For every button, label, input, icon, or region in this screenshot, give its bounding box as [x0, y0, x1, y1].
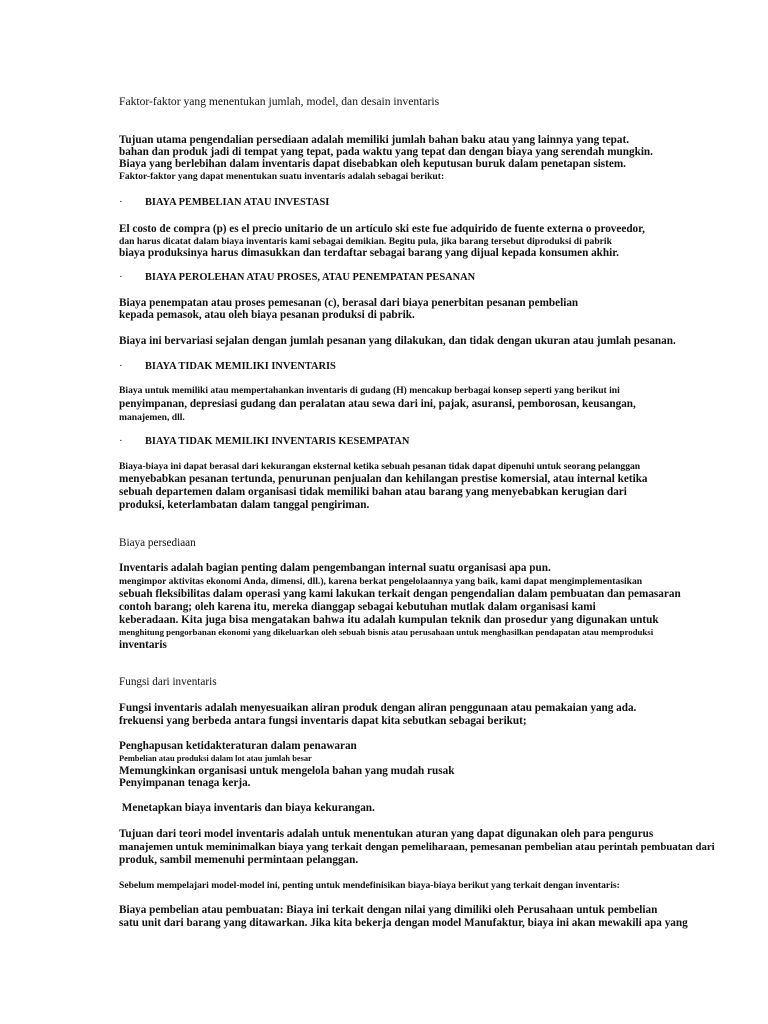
- paragraph-line: kepada pemasok, atau oleh biaya pesanan produksi di pabrik.: [119, 309, 415, 321]
- section-heading: Fungsi dari inventaris: [119, 676, 217, 688]
- paragraph-line: satu unit dari barang yang ditawarkan. Jika kita bekerja dengan model Manufaktur, biaya ini akan mewakili apa yang: [119, 917, 688, 929]
- paragraph-line: Menetapkan biaya inventaris dan biaya kekurangan.: [119, 802, 375, 814]
- section-heading: BIAYA TIDAK MEMILIKI INVENTARIS: [145, 361, 336, 372]
- bullet-marker: ·: [119, 360, 123, 372]
- list-item: Memungkinkan organisasi untuk mengelola bahan yang mudah rusak: [119, 765, 455, 777]
- paragraph-line: menyebabkan pesanan tertunda, penurunan penjualan dan kehilangan prestise komersial, atau internal ketika: [119, 473, 648, 485]
- paragraph-line: penyimpanan, depresiasi gudang dan peralatan atau sewa dari ini, pajak, asuransi, pemborosan, keusangan,: [119, 398, 636, 410]
- paragraph-line: Tujuan dari teori model inventaris adalah untuk menentukan aturan yang dapat digunakan oleh para pengurus: [119, 828, 654, 840]
- intro-line: Tujuan utama pengendalian persediaan adalah memiliki jumlah bahan baku atau yang lainnya yang tepat.: [119, 134, 629, 146]
- paragraph-line: dan harus dicatat dalam biaya inventaris kami sebagai demikian. Begitu pula, jika barang tersebut diproduksi di pabrik: [119, 236, 612, 247]
- paragraph-line: keberadaan. Kita juga bisa mengatakan bahwa itu adalah kumpulan teknik dan prosedur yang digunakan untuk: [119, 614, 659, 626]
- paragraph-line: sebuah fleksibilitas dalam operasi yang kami lakukan terkait dengan pengendalian dalam pembuatan dan pemasaran: [119, 588, 681, 600]
- bullet-marker: ·: [119, 435, 123, 447]
- intro-line: Biaya yang berlebihan dalam inventaris dapat disebabkan oleh keputusan buruk dalam penetapan sistem.: [119, 158, 626, 170]
- intro-line: Faktor-faktor yang dapat menentukan suatu inventaris adalah sebagai berikut:: [119, 171, 445, 182]
- paragraph-line: manajemen untuk meminimalkan biaya yang terkait dengan pemeliharaan, pemesanan pembelian atau perintah pembuatan dari: [119, 841, 715, 853]
- intro-line: bahan dan produk jadi di tempat yang tepat, pada waktu yang tepat dan dengan biaya yang serendah mungkin.: [119, 146, 653, 158]
- paragraph-line: Biaya pembelian atau pembuatan: Biaya ini terkait dengan nilai yang dimiliki oleh Perusahaan untuk pembelian: [119, 904, 658, 916]
- paragraph-line: inventaris: [119, 639, 167, 651]
- paragraph-line: Biaya penempatan atau proses pemesanan (c), berasal dari biaya penerbitan pesanan pembelian: [119, 297, 579, 309]
- paragraph-line: mengimpor aktivitas ekonomi Anda, dimensi, dll.), karena berkat pengelolaannya yang baik, kami dapat mengimplementasikan: [119, 576, 643, 587]
- bullet-marker: ·: [119, 196, 123, 208]
- paragraph-line: Biaya untuk memiliki atau mempertahankan inventaris di gudang (H) mencakup berbagai konsep seperti yang berikut ini: [119, 385, 620, 396]
- bullet-marker: ·: [119, 271, 123, 283]
- document-title: Faktor-faktor yang menentukan jumlah, model, dan desain inventaris: [119, 95, 440, 108]
- list-item: Penghapusan ketidakteraturan dalam penawaran: [119, 740, 357, 752]
- paragraph-line: produk, sambil memenuhi permintaan pelanggan.: [119, 854, 359, 866]
- paragraph-line: menghitung pengorbanan ekonomi yang dikeluarkan oleh sebuah bisnis atau perusahaan untuk menghasilkan pendapatan atau memproduksi: [119, 627, 654, 637]
- paragraph-line: manajemen, dll.: [119, 412, 185, 423]
- paragraph-line: Sebelum mempelajari model-model ini, penting untuk mendefinisikan biaya-biaya berikut yang terkait dengan inventaris:: [119, 880, 620, 891]
- list-item: Pembelian atau produksi dalam lot atau jumlah besar: [119, 754, 312, 763]
- section-heading: Biaya persediaan: [119, 537, 196, 549]
- paragraph-line: El costo de compra (p) es el precio unitario de un artículo ski este fue adquirido de fuente externa o proveedor,: [119, 223, 645, 235]
- section-heading: BIAYA PEMBELIAN ATAU INVESTASI: [145, 197, 330, 208]
- section-heading: BIAYA TIDAK MEMILIKI INVENTARIS KESEMPATAN: [145, 436, 410, 447]
- paragraph-line: Biaya ini bervariasi sejalan dengan jumlah pesanan yang dilakukan, dan tidak dengan ukuran atau jumlah pesanan.: [119, 335, 676, 347]
- paragraph-line: Inventaris adalah bagian penting dalam pengembangan internal suatu organisasi apa pun.: [119, 562, 551, 574]
- paragraph-line: biaya produksinya harus dimasukkan dan terdaftar sebagai barang yang dijual kepada konsumen akhir.: [119, 247, 619, 259]
- paragraph-line: Biaya-biaya ini dapat berasal dari kekurangan eksternal ketika sebuah pesanan tidak dapat dipenuhi untuk seorang pelanggan: [119, 461, 641, 472]
- section-heading: BIAYA PEROLEHAN ATAU PROSES, ATAU PENEMPATAN PESANAN: [145, 272, 476, 283]
- paragraph-line: contoh barang; oleh karena itu, mereka dianggap sebagai kebutuhan mutlak dalam organisasi kami: [119, 601, 596, 613]
- paragraph-line: sebuah departemen dalam organisasi tidak memiliki bahan atau barang yang menyebabkan kerugian dari: [119, 486, 627, 498]
- paragraph-line: Fungsi inventaris adalah menyesuaikan aliran produk dengan aliran penggunaan atau pemakaian yang ada.: [119, 702, 637, 714]
- paragraph-line: frekuensi yang berbeda antara fungsi inventaris dapat kita sebutkan sebagai berikut;: [119, 715, 527, 727]
- list-item: Penyimpanan tenaga kerja.: [119, 777, 251, 789]
- paragraph-line: produksi, keterlambatan dalam tanggal pengiriman.: [119, 499, 370, 511]
